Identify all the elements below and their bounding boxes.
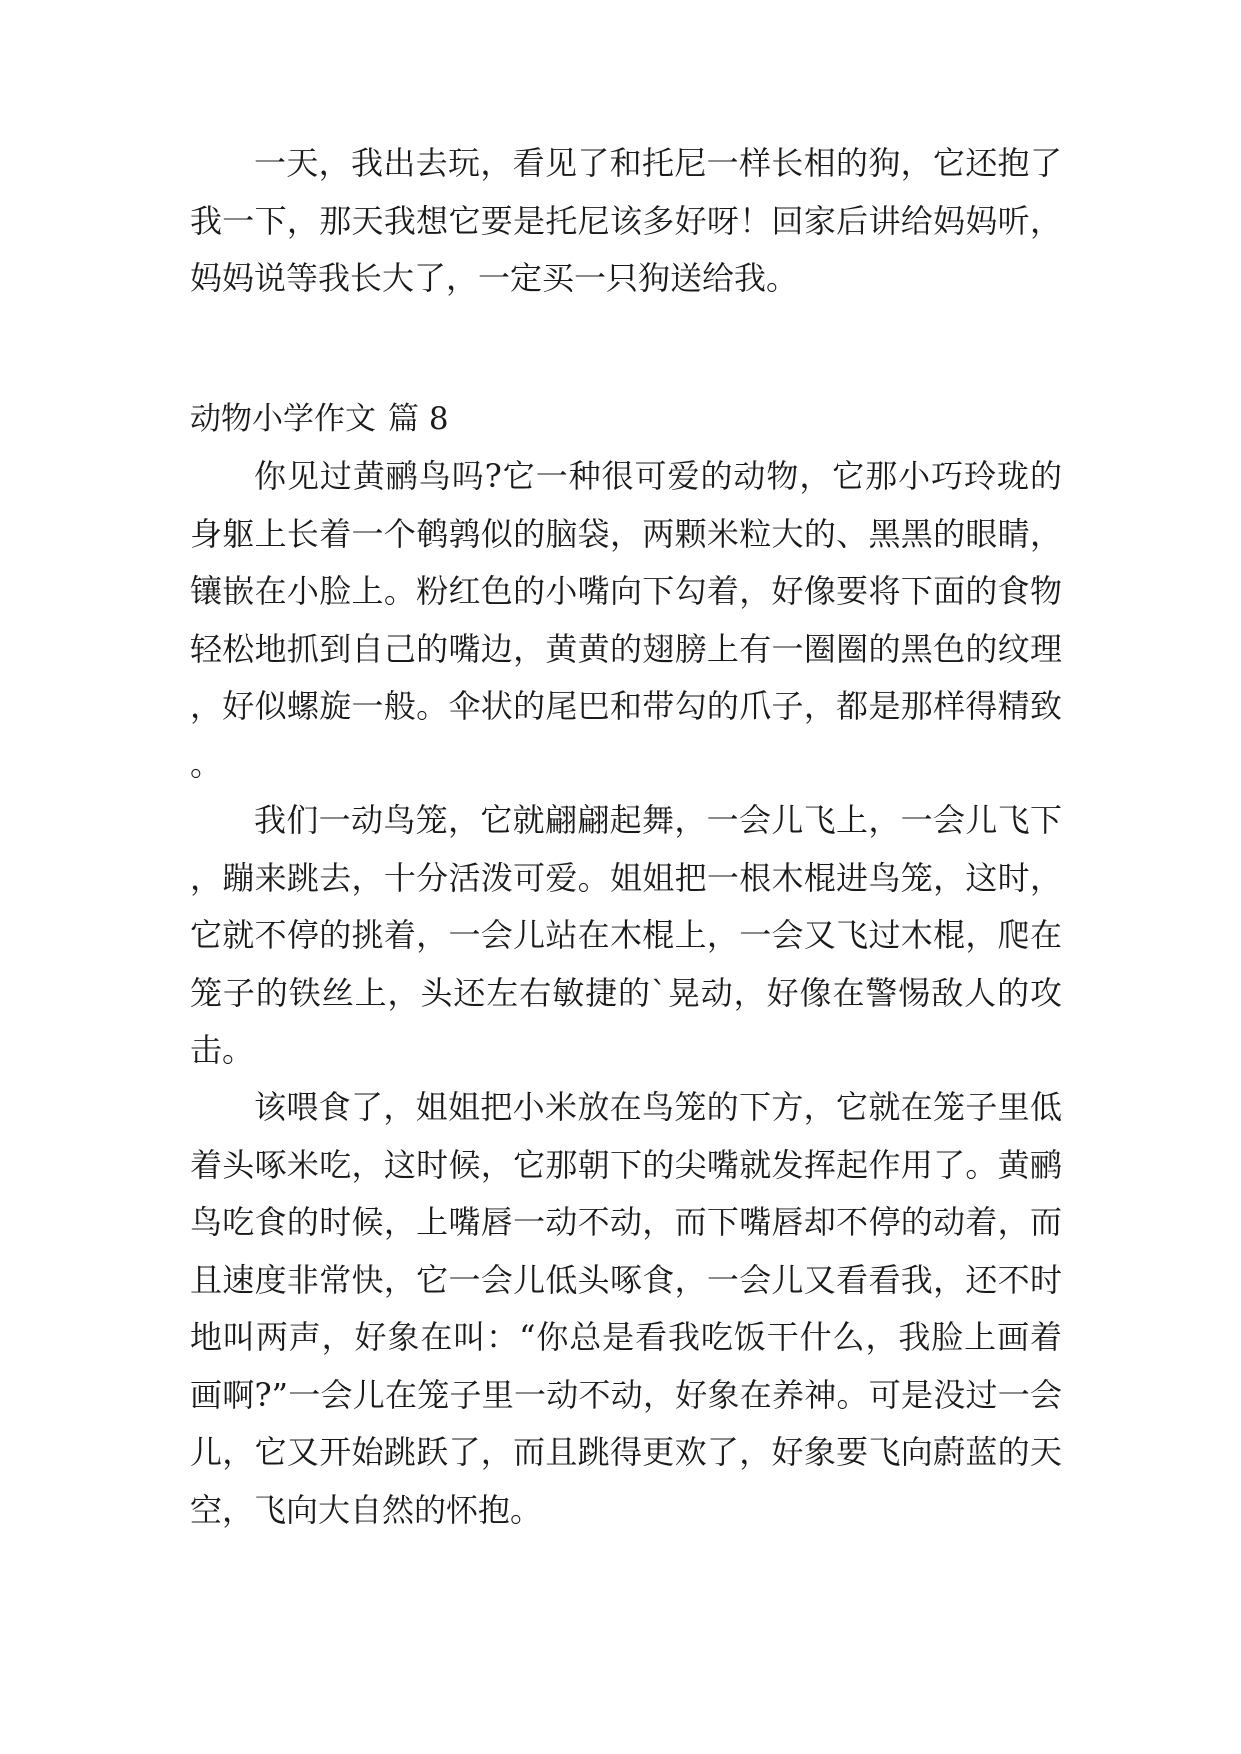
- paragraph-oriole-description: 你见过黄鹂鸟吗?它一种很可爱的动物，它那小巧玲珑的身躯上长着一个鹌鹑似的脑袋，两颗米粒大的、黑黑的眼睛，镶嵌在小脸上。粉红色的小嘴向下勾着，好像要将下面的食物轻松地抓到自己的嘴边，黄黄的翅膀上有一圈圈的黑色的纹理，好似螺旋一般。伞状的尾巴和带勾的爪子，都是那样得精致。: [190, 457, 1062, 783]
- section-heading: [190, 391, 449, 447]
- paragraph-oriole-dancing: 我们一动鸟笼，它就翩翩起舞，一会儿飞上，一会儿飞下，蹦来跳去，十分活泼可爱。姐姐把一根木棍进鸟笼，这时，它就不停的挑着，一会儿站在木棍上，一会又飞过木棍，爬在笼子的铁丝上，头还左右敏捷的`晃动，好像在警惕敌人的攻击。: [190, 801, 1062, 1069]
- section-heading-title: 动物小学作文: [190, 401, 376, 437]
- paragraph-oriole-feeding: 该喂食了，姐姐把小米放在鸟笼的下方，它就在笼子里低着头啄米吃，这时候，它那朝下的尖嘴就发挥起作用了。黄鹂鸟吃食的时候，上嘴唇一动不动，而下嘴唇却不停的动着，而且速度非常快，它一会儿低头啄食，一会儿又看看我，还不时地叫两声，好象在叫：“你总是看我吃饭干什么，我脸上画着画啊?”一会儿在笼子里一动不动，好象在养神。可是没过一会儿，它又开始跳跃了，而且跳得更欢了，好象要飞向蔚蓝的天空，飞向大自然的怀抱。: [190, 1088, 1062, 1529]
- intro-paragraph: 一天，我出去玩，看见了和托尼一样长相的狗，它还抱了我一下，那天我想它要是托尼该多好呀！回家后讲给妈妈听，妈妈说等我长大了，一定买一只狗送给我。: [190, 144, 1062, 297]
- section-heading-number: 篇 8: [388, 401, 449, 437]
